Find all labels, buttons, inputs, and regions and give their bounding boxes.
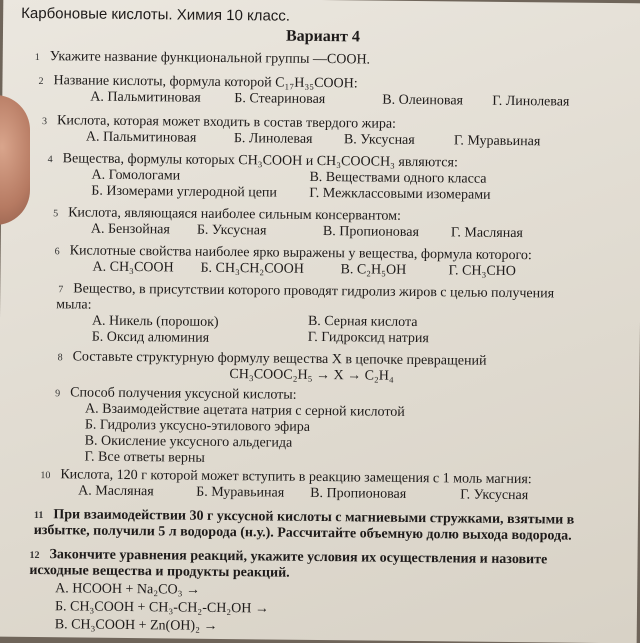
question-number: 4 [47, 154, 53, 166]
question-text: Кислота, являющаяся наиболее сильным консервантом: [68, 205, 401, 224]
question-text: Название кислоты, формула которой C₁₇H₃₅COOH: [53, 73, 358, 92]
question-number: 6 [54, 246, 60, 258]
option: Б. Стеариновая [234, 91, 326, 108]
variant-heading: Вариант 4 [285, 27, 360, 46]
option: Г. CH₃CHO [448, 263, 517, 280]
question-text: Кислота, которая может входить в состав твердого жира: [56, 113, 397, 132]
question-2 [38, 73, 357, 92]
option: В. Олеиновая [382, 92, 464, 109]
question-number: 12 [29, 549, 40, 562]
question-11-continued: избытке, получили 5 л водорода (н.у.). Рассчитайте объемную долю выхода водорода. [33, 523, 572, 544]
option: Б. Изомерами углеродной цепи [91, 183, 278, 201]
option: Б. Оксид алюминия [91, 329, 210, 346]
question-number: 5 [53, 208, 59, 220]
question-text: Кислота, 120 г которой может вступить в реакцию замещения с 1 моль магния: [60, 467, 532, 488]
question-text: Вещество, в присутствии которого проводят гидролиз жиров с целью получения [73, 281, 555, 302]
question-text: Кислотные свойства наиболее ярко выражены у вещества, формула которого: [69, 243, 532, 264]
option: А. CH₃COOH [92, 259, 174, 276]
equation: В. CH₃COOH + Zn(OH)₂ → [54, 617, 218, 634]
option: Б. Линолевая [233, 131, 313, 147]
question-text: При взаимодействии 30 г уксусной кислоты с магниевыми стружками, взятыми в [53, 507, 575, 528]
option: В. Пропионовая [310, 485, 407, 502]
question-text: Способ получения уксусной кислоты: [70, 385, 297, 403]
question-text: Закончите уравнения реакций, укажите условия их осуществления и назовите [49, 547, 548, 568]
equation: А. HCOOH + Na₂CO₃ → [55, 581, 201, 598]
question-number: 2 [38, 76, 44, 88]
option: В. Уксусная [343, 132, 415, 148]
worksheet-title: Карбоновые кислоты. Химия 10 класс. [21, 4, 291, 25]
option: А. Масляная [78, 483, 154, 500]
option: Г. Гидроксид натрия [307, 329, 429, 347]
question-7 [58, 281, 554, 302]
finger-thumb [0, 95, 30, 225]
option: А. Бензойная [90, 221, 170, 238]
question-text: Составьте структурную формулу вещества X в цепочке превращений [72, 349, 487, 369]
option: Г. Межклассовыми изомерами [309, 185, 491, 203]
option: В. C₂H₅OH [340, 262, 407, 278]
question-number: 1 [34, 51, 40, 64]
question-number: 10 [40, 470, 51, 482]
option: Г. Линолевая [492, 93, 570, 110]
option: Б. Гидролиз уксусно-этилового эфира [84, 417, 311, 435]
option: А. Гомологами [91, 167, 181, 184]
option: Б. Уксусная [196, 222, 267, 239]
question-number: 7 [58, 284, 64, 296]
reaction-chain: CH₃COOC₂H₅ → X → C₂H₄ [229, 367, 394, 384]
question-text: Вещества, формулы которых CH₃COOH и CH₃COOCH₃ являются: [62, 151, 458, 171]
question-number: 11 [33, 510, 44, 522]
question-12-continued: исходные вещества и продукты реакций. [29, 562, 290, 581]
question-7-continued: мыла: [56, 297, 92, 313]
option: А. Взаимодействие ацетата натрия с серной кислотой [84, 401, 405, 420]
option: А. Никель (порошок) [91, 313, 219, 330]
option: А. Пальмитиновая [90, 89, 201, 106]
question-number: 3 [42, 116, 48, 128]
equation: Б. CH₃COOH + CH₃-CH₂-CH₂OH → [54, 599, 270, 617]
question-text: Укажите название функциональной группы —COOH. [49, 49, 371, 68]
option: Г. Уксусная [460, 487, 529, 504]
option: В. Веществами одного класса [309, 169, 487, 187]
option: В. Пропионовая [322, 224, 420, 241]
option: Б. Муравьиная [196, 484, 285, 501]
option: Г. Муравьиная [453, 133, 541, 150]
option: Г. Масляная [450, 225, 523, 242]
question-number: 9 [55, 388, 61, 400]
option: Г. Все ответы верны [84, 449, 205, 466]
option: В. Серная кислота [307, 313, 418, 331]
question-number: 8 [57, 352, 63, 364]
option: В. Окисление уксусного альдегида [84, 433, 293, 451]
option: А. Пальмитиновая [85, 129, 197, 146]
question-1 [35, 49, 371, 69]
option: Б. CH₃CH₂COOH [200, 260, 304, 277]
